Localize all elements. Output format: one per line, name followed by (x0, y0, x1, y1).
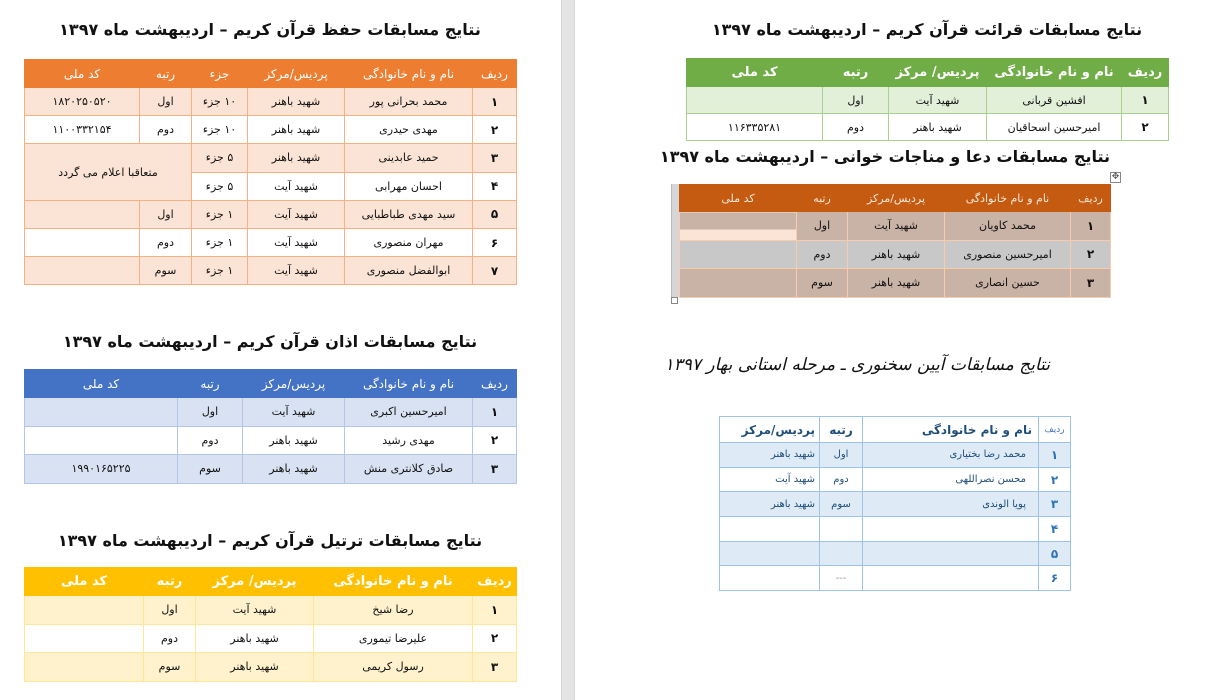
row-number: ۱ (473, 398, 517, 427)
national-code (25, 653, 144, 682)
row-number: ۳ (473, 144, 517, 172)
row-number: ۳ (1039, 492, 1071, 517)
participant-name: احسان مهرابی (345, 172, 473, 200)
table-row (25, 200, 517, 228)
header-juz: جزء (192, 60, 248, 88)
national-code (680, 240, 797, 269)
table-row (25, 624, 517, 653)
national-code (25, 257, 140, 285)
azan-results-table (24, 369, 517, 484)
rank: دوم (178, 426, 243, 455)
row-number: ۱ (473, 596, 517, 625)
rank: اول (140, 88, 192, 116)
campus: شهید آیت (720, 467, 820, 492)
header-row-number: ردیف (1039, 417, 1071, 443)
header-national-code: کد ملی (25, 60, 140, 88)
header-name: نام و نام خانوادگی (987, 59, 1122, 87)
national-code (687, 87, 823, 114)
table-row (720, 566, 1071, 591)
juz: ۱۰ جزء (192, 88, 248, 116)
participant-name: مهدی رشید (345, 426, 473, 455)
campus (720, 566, 820, 591)
table-row (25, 88, 517, 116)
participant-name: رسول کریمی (314, 653, 473, 682)
juz: ۱ جزء (192, 200, 248, 228)
announcement-note: متعاقبا اعلام می گردد (25, 144, 192, 200)
table-resize-handle[interactable] (671, 297, 678, 304)
campus: شهید باهنر (889, 114, 987, 141)
header-national-code: کد ملی (680, 185, 797, 212)
campus: شهید آیت (248, 200, 345, 228)
table-row (680, 212, 1111, 241)
doa-title: نتایج مسابقات دعا و مناجات خوانی – اردیبهشت ماه ۱۳۹۷ (659, 147, 1110, 166)
rank: دوم (820, 467, 863, 492)
campus: شهید آیت (889, 87, 987, 114)
participant-name: صادق کلانتری منش (345, 455, 473, 484)
rank: --- (820, 566, 863, 591)
row-number: ۱ (473, 88, 517, 116)
table-header-row (680, 185, 1111, 212)
participant-name: حسین انصاری (945, 269, 1071, 298)
table-row (25, 144, 517, 172)
campus: شهید آیت (243, 398, 345, 427)
table-row (720, 492, 1071, 517)
participant-name: امیرحسین منصوری (945, 240, 1071, 269)
hefz-title: نتایج مسابقات حفظ قرآن کریم – اردیبهشت ماه ۱۳۹۷ (59, 20, 481, 39)
table-selection-bar (671, 184, 679, 297)
header-rank: رتبه (820, 417, 863, 443)
participant-name: مهدی حیدری (345, 116, 473, 144)
campus (720, 517, 820, 542)
national-code (25, 624, 144, 653)
header-row-number: ردیف (473, 568, 517, 596)
national-code (25, 228, 140, 256)
participant-name: امیرحسین اکبری (345, 398, 473, 427)
national-code: ۱۱۰۰۳۳۲۱۵۴ (25, 116, 140, 144)
participant-name: مهران منصوری (345, 228, 473, 256)
table-row (720, 517, 1071, 542)
juz: ۵ جزء (192, 172, 248, 200)
row-number: ۳ (473, 653, 517, 682)
rank: دوم (140, 228, 192, 256)
participant-name: امیرحسین اسحاقیان (987, 114, 1122, 141)
juz: ۱ جزء (192, 257, 248, 285)
gheraat-results-table (686, 58, 1169, 141)
national-code (680, 269, 797, 298)
campus: شهید باهنر (248, 116, 345, 144)
header-campus: پردیس/مرکز (848, 185, 945, 212)
header-name: نام و نام خانوادگی (345, 60, 473, 88)
campus: شهید آیت (248, 228, 345, 256)
campus: شهید باهنر (196, 653, 314, 682)
row-number: ۴ (473, 172, 517, 200)
row-number: ۶ (1039, 566, 1071, 591)
header-row-number: ردیف (1071, 185, 1111, 212)
row-number: ۴ (1039, 517, 1071, 542)
header-campus: پردیس/مرکز (243, 370, 345, 398)
campus: شهید آیت (848, 212, 945, 241)
national-code: ۱۹۹۰۱۶۵۲۲۵ (25, 455, 178, 484)
row-number: ۱ (1122, 87, 1169, 114)
header-campus: پردیس/مرکز (720, 417, 820, 443)
campus: شهید باهنر (848, 269, 945, 298)
page-gutter (561, 0, 575, 700)
campus: شهید باهنر (848, 240, 945, 269)
participant-name: پویا الوندی (863, 492, 1039, 517)
header-campus: پردیس/ مرکز (889, 59, 987, 87)
doa-results-table (679, 184, 1111, 298)
header-name: نام و نام خانوادگی (345, 370, 473, 398)
rank: اول (823, 87, 889, 114)
row-number: ۱ (1039, 443, 1071, 468)
participant-name (863, 517, 1039, 542)
row-number: ۶ (473, 228, 517, 256)
juz: ۵ جزء (192, 144, 248, 172)
row-number: ۲ (473, 116, 517, 144)
campus: شهید باهنر (243, 455, 345, 484)
tartil-results-table (24, 567, 517, 682)
sokhanvari-results-table (719, 416, 1071, 591)
table-row (687, 87, 1169, 114)
rank: دوم (140, 116, 192, 144)
national-code (25, 200, 140, 228)
table-row (720, 443, 1071, 468)
header-national-code: کد ملی (687, 59, 823, 87)
national-code (25, 426, 178, 455)
participant-name (863, 566, 1039, 591)
table-row (25, 257, 517, 285)
table-header-row (25, 568, 517, 596)
table-row (687, 114, 1169, 141)
rank: سوم (178, 455, 243, 484)
azan-title: نتایج مسابقات اذان قرآن کریم – اردیبهشت ماه ۱۳۹۷ (62, 332, 478, 351)
hefz-results-table (24, 59, 517, 285)
header-row-number: ردیف (1122, 59, 1169, 87)
header-name: نام و نام خانوادگی (314, 568, 473, 596)
juz: ۱ جزء (192, 228, 248, 256)
header-row-number: ردیف (473, 370, 517, 398)
national-code (25, 596, 144, 625)
row-number: ۳ (1071, 269, 1111, 298)
header-campus: پردیس/ مرکز (196, 568, 314, 596)
row-number: ۳ (473, 455, 517, 484)
row-number: ۲ (1071, 240, 1111, 269)
rank: سوم (820, 492, 863, 517)
table-row (25, 455, 517, 484)
participant-name (863, 541, 1039, 566)
rank: دوم (144, 624, 196, 653)
header-rank: رتبه (823, 59, 889, 87)
participant-name: علیرضا تیموری (314, 624, 473, 653)
table-row (25, 398, 517, 427)
table-row (25, 228, 517, 256)
participant-name: محمد رضا بختیاری (863, 443, 1039, 468)
campus: شهید باهنر (196, 624, 314, 653)
rank: سوم (140, 257, 192, 285)
participant-name: حمید عابدینی (345, 144, 473, 172)
participant-name: رضا شیخ (314, 596, 473, 625)
rank: اول (140, 200, 192, 228)
header-national-code: کد ملی (25, 370, 178, 398)
header-rank: رتبه (144, 568, 196, 596)
rank (820, 541, 863, 566)
table-row (720, 467, 1071, 492)
header-name: نام و نام خانوادگی (863, 417, 1039, 443)
campus: شهید باهنر (720, 492, 820, 517)
table-row (680, 269, 1111, 298)
national-code (25, 398, 178, 427)
row-number: ۲ (1122, 114, 1169, 141)
participant-name: محسن نصراللهی (863, 467, 1039, 492)
campus: شهید آیت (248, 257, 345, 285)
participant-name: سید مهدی طباطبایی (345, 200, 473, 228)
rank: اول (797, 212, 848, 241)
participant-name: افشین قربانی (987, 87, 1122, 114)
row-number: ۲ (473, 624, 517, 653)
row-number: ۲ (473, 426, 517, 455)
header-name: نام و نام خانوادگی (945, 185, 1071, 212)
table-row (680, 240, 1111, 269)
participant-name: محمد بحرانی پور (345, 88, 473, 116)
table-header-row (687, 59, 1169, 87)
participant-name: محمد کاویان (945, 212, 1071, 241)
rank: دوم (797, 240, 848, 269)
row-number: ۵ (1039, 541, 1071, 566)
table-row (25, 116, 517, 144)
header-national-code: کد ملی (25, 568, 144, 596)
header-row-number: ردیف (473, 60, 517, 88)
juz: ۱۰ جزء (192, 116, 248, 144)
row-number: ۷ (473, 257, 517, 285)
header-rank: رتبه (797, 185, 848, 212)
national-code (680, 212, 797, 241)
campus: شهید باهنر (248, 88, 345, 116)
rank: سوم (144, 653, 196, 682)
header-rank: رتبه (140, 60, 192, 88)
national-code: ۱۱۶۳۳۵۲۸۱ (687, 114, 823, 141)
campus: شهید آیت (196, 596, 314, 625)
header-rank: رتبه (178, 370, 243, 398)
table-row (25, 426, 517, 455)
sokhanvari-title: نتایج مسابقات آیین سخنوری ـ مرحله استانی بهار ۱۳۹۷ (664, 355, 1050, 375)
table-row (25, 653, 517, 682)
campus: شهید آیت (248, 172, 345, 200)
table-row (25, 596, 517, 625)
table-header-row (720, 417, 1071, 443)
national-code: ۱۸۲۰۲۵۰۵۲۰ (25, 88, 140, 116)
rank: اول (820, 443, 863, 468)
row-number: ۱ (1071, 212, 1111, 241)
rank: دوم (823, 114, 889, 141)
row-number: ۲ (1039, 467, 1071, 492)
gheraat-title: نتایج مسابقات قرائت قرآن کریم – اردیبهشت ماه ۱۳۹۷ (711, 20, 1143, 39)
campus: شهید باهنر (248, 144, 345, 172)
table-header-row (25, 60, 517, 88)
tartil-title: نتایج مسابقات ترتیل قرآن کریم – اردیبهشت ماه ۱۳۹۷ (57, 531, 483, 550)
campus (720, 541, 820, 566)
rank: اول (178, 398, 243, 427)
rank (820, 517, 863, 542)
table-header-row (25, 370, 517, 398)
table-move-handle-icon[interactable]: ✥ (1111, 172, 1120, 182)
campus: شهید باهنر (243, 426, 345, 455)
participant-name: ابوالفضل منصوری (345, 257, 473, 285)
rank: سوم (797, 269, 848, 298)
rank: اول (144, 596, 196, 625)
campus: شهید باهنر (720, 443, 820, 468)
header-campus: پردیس/مرکز (248, 60, 345, 88)
table-row (720, 541, 1071, 566)
row-number: ۵ (473, 200, 517, 228)
